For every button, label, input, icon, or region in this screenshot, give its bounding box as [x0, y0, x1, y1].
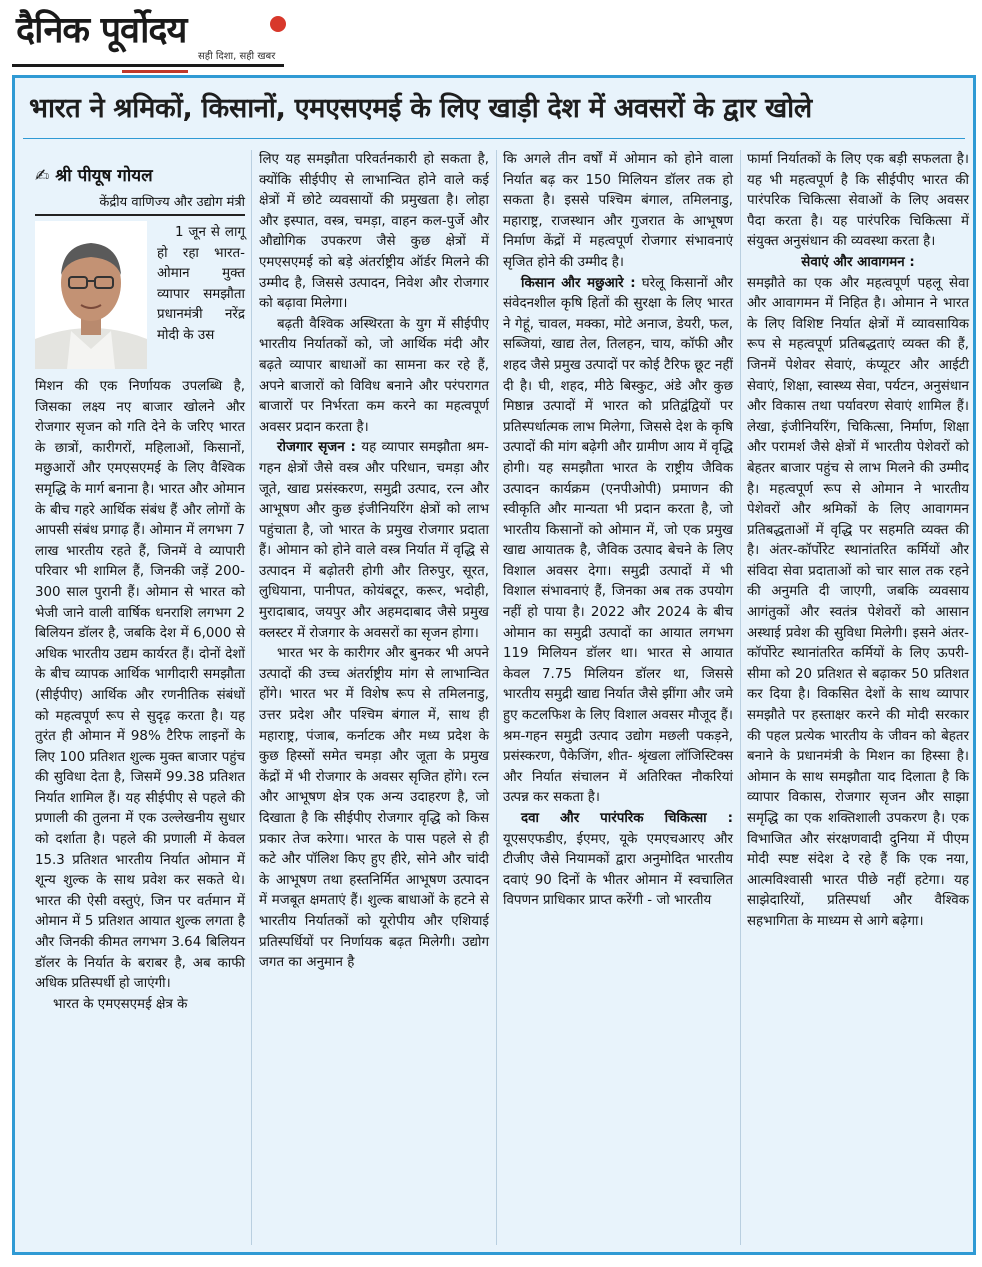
paragraph: यह व्यापार समझौता श्रम-गहन क्षेत्रों जैसे वस्त्र और परिधान, चमड़ा और जूते, खाद्य प्रसंस्करण, समुद्री उत्पाद, रत्न और आभूषण और कुछ इंजीनियरिंग क्षेत्रों को लाभ पहुंचाता है, जो भारत के प्रमुख रोजगार प्रदाता हैं। ओमान को होने वाले वस्त्र निर्यात में वृद्धि से उत्पादन में बढ़ोतरी होगी और तिरुपुर, सूरत, लुधियाना, पानीपत, कोयंबटूर, करूर, भदोही, मुरादाबाद, जयपुर और अहमदाबाद जैसे प्रमुख क्लस्टर में रोजगार के अवसरों का सृजन होगा।	[259, 440, 489, 641]
subheading-medicine: दवा और पारंपरिक चिकित्सा :	[521, 811, 733, 826]
column-divider	[496, 150, 497, 1245]
paragraph: भारत भर के कारीगर और बुनकर भी अपने उत्पादों की उच्च अंतर्राष्ट्रीय मांग से लाभान्वित होंगे। भारत भर में विशेष रूप से तमिलनाडु, उत्तर प्रदेश और पश्चिम बंगाल में, साथ ही महाराष्ट्र, पंजाब, कर्नाटक और मध्य प्रदेश के कुछ हिस्सों समेत चमड़ा और जूता के प्रमुख केंद्रों में भी रोजगार के अवसर सृजित होंगे। रत्न और आभूषण क्षेत्र एक अन्य उदाहरण है, जो दिखाता है कि सीईपीए रोजगार वृद्धि को किस प्रकार तेज करेगा। भारत के पास पहले से ही कटे और पॉलिश किए हुए हीरे, सोने और चांदी के आभूषण तथा हस्तनिर्मित आभूषण उत्पादन में मजबूत क्षमताएं हैं। शुल्क बाधाओं के हटने से भारतीय निर्यातकों को यूरोपीय और एशियाई प्रतिस्पर्धियों पर निर्णायक बढ़त मिलेगी। उद्योग जगत का अनुमान है	[259, 646, 489, 971]
pen-icon: ✍	[35, 166, 50, 186]
masthead-tagline: सही दिशा, सही खबर	[198, 51, 276, 62]
masthead-title: दैनिक पूर्वोदय	[16, 10, 187, 51]
masthead	[12, 4, 284, 70]
paragraph: समझौते का एक और महत्वपूर्ण पहलू सेवा और आवागमन में निहित है। ओमान ने भारत के लिए विशिष्ट निर्यात क्षेत्रों में व्यावसायिक रूप से महत्वपूर्ण प्रतिबद्धताएं व्यक्त की हैं, जिनमें पेशेवर सेवाएं, कंप्यूटर और आईटी सेवाएं, शिक्षा, स्वास्थ्य सेवा, पर्यटन, अनुसंधान और विकास तथा पर्यावरण सेवाएं शामिल हैं। लेखा, इंजीनियरिंग, चिकित्सा, निर्माण, शिक्षा और परामर्श जैसे क्षेत्रों में भारतीय पेशेवरों को बेहतर बाजार पहुंच से लाभ मिलने की उम्मीद है। महत्वपूर्ण रूप से ओमान ने भारतीय पेशेवरों और श्रमिकों के लिए आवागमन प्रतिबद्धताओं में वृद्धि पर सहमति व्यक्त की है। अंतर-कॉर्पोरेट स्थानांतरित कर्मियों और संविदा सेवा प्रदाताओं को चार साल तक रहने की अनुमति दी जाएगी, जबकि व्यवसाय आगंतुकों और स्वतंत्र पेशेवरों को आसान अस्थाई प्रवेश की सुविधा मिलेगी। इसने अंतर-कॉर्पोरेट स्थानांतरित कर्मियों के लिए ऊपरी-सीमा को 20 प्रतिशत से बढ़ाकर 50 प्रतिशत कर दिया है। विकसित देशों के साथ व्यापार समझौते पर हस्ताक्षर करने की मोदी सरकार की पहल प्रत्येक भारतीय के जीवन को बेहतर बनाने के प्रधानमंत्री के मिशन का हिस्सा है। ओमान के साथ समझौता याद दिलाता है कि व्यापार विकास, रोजगार सृजन और साझा समृद्धि का एक शक्तिशाली उपकरण है। एक विभाजित और संरक्षणवादी दुनिया में पीएम मोदी स्पष्ट संदेश दे रहे हैं कि एक नया, आत्मविश्वासी भारत पीछे नहीं हटेगा। यह साझेदारियों, प्रतिस्पर्धा और वैश्विक सहभागिता के माध्यम से आगे बढ़ेगा।	[747, 275, 969, 929]
column-divider	[740, 150, 741, 1245]
paragraph: यूएसएफडीए, ईएमए, यूके एमएचआरए और टीजीए जैसे नियामकों द्वारा अनुमोदित भारतीय दवाएं 90 दिनों के भीतर ओमान में स्वचालित विपणन प्राधिकार प्राप्त करेंगी - जो भारतीय	[503, 831, 733, 909]
subheading-employment: रोजगार सृजन :	[277, 440, 356, 456]
headline-divider	[23, 138, 965, 139]
subheading-services: सेवाएं और आवागमन :	[801, 254, 915, 270]
column-1	[35, 377, 245, 1015]
author-designation: केंद्रीय वाणिज्य और उद्योग मंत्री	[99, 195, 245, 210]
column-3	[503, 150, 733, 912]
article-panel	[12, 75, 976, 1255]
column-1-lead	[157, 223, 245, 347]
paragraph: लिए यह समझौता परिवर्तनकारी हो सकता है, क्योंकि सीईपीए से लाभान्वित होने वाले कई क्षेत्रों में छोटे व्यवसायों की प्रमुखता है। लोहा और इस्पात, वस्त्र, चमड़ा, वाहन कल-पुर्जे और औद्योगिक उपकरण जैसे कुछ क्षेत्रों में एमएसएमई को बड़े अंतर्राष्ट्रीय ऑर्डर मिलने की उम्मीद है, जिससे उत्पादन, निवेश और रोजगार को बढ़ावा मिलेगा।	[259, 152, 489, 312]
byline	[35, 163, 245, 216]
masthead-accent-rule	[122, 70, 188, 73]
paragraph: मिशन की एक निर्णायक उपलब्धि है, जिसका लक्ष्य नए बाजार खोलने और रोजगार सृजन को गति देने के जरिए भारत के छात्रों, कारीगरों, महिलाओं, किसानों, मछुआरों और एमएसएमई के लिए वैश्विक समृद्धि के मार्ग बनाना है। भारत और ओमान के बीच गहरे आर्थिक संबंध हैं और लोगों के आपसी संबंध प्रगाढ़ हैं। ओमान में लगभग 7 लाख भारतीय रहते हैं, जिनमें वे व्यापारी परिवार भी शामिल हैं, जिनकी जड़ें 200-300 साल पुरानी हैं। ओमान से भारत को भेजी जाने वाली वार्षिक धनराशि लगभग 2 बिलियन डॉलर है, जबकि देश में 6,000 से अधिक भारतीय उद्यम कार्यरत हैं। दोनों देशों के बीच व्यापक आर्थिक भागीदारी समझौता (सीईपीए) आर्थिक और रणनीतिक संबंधों को महत्वपूर्ण रूप से सुदृढ़ करता है। यह तुरंत ही ओमान में 98% टैरिफ लाइनों के लिए 100 प्रतिशत शुल्क मुक्त बाजार पहुंच की सुविधा देता है, जिसमें 99.38 प्रतिशत निर्यात शामिल हैं। यह सीईपीए से पहले की प्रणाली की तुलना में एक उल्लेखनीय सुधार को दर्शाता है। पहले की प्रणाली में केवल 15.3 प्रतिशत भारतीय निर्यात ओमान में शून्य शुल्क के साथ प्रवेश कर सकते थे। भारत की ऐसी वस्तुएं, जिन पर वर्तमान में ओमान में 5 प्रतिशत आयात शुल्क लगता है और जिनकी कीमत लगभग 3.64 बिलियन डॉलर के निर्यात के बराबर है, अब काफी अधिक प्रतिस्पर्धी हो जाएंगी।	[35, 379, 245, 992]
subheading-farmers: किसान और मछुआरे :	[521, 275, 636, 291]
article-headline: भारत ने श्रमिकों, किसानों, एमएसएमई के लिए खाड़ी देश में अवसरों के द्वार खोले	[29, 93, 812, 124]
masthead-logo-dot-icon	[270, 16, 286, 32]
lead-paragraph: 1 जून से लागू हो रहा भारत-ओमान मुक्त व्यापार समझौता प्रधानमंत्री नरेंद्र मोदी के उस	[157, 225, 245, 343]
author-portrait-image	[35, 221, 147, 369]
column-2	[259, 150, 489, 974]
column-divider	[251, 150, 252, 1245]
author-photo	[35, 221, 147, 369]
author-name: श्री पीयूष गोयल	[55, 166, 153, 186]
masthead-rule	[12, 64, 284, 67]
paragraph: बढ़ती वैश्विक अस्थिरता के युग में सीईपीए भारतीय निर्यातकों को, जो आर्थिक मंदी और बढ़ते व्यापार बाधाओं का सामना कर रहे हैं, अपने बाजारों को विविध बनाने और परंपरागत बाजारों पर निर्भरता कम करने का महत्वपूर्ण अवसर प्रदान करता है।	[259, 316, 489, 435]
byline-rule	[35, 214, 245, 216]
paragraph: घरेलू किसानों और संवेदनशील कृषि हितों की सुरक्षा के लिए भारत ने गेहूं, चावल, मक्का, मोटे अनाज, डेयरी, फल, सब्जियां, खाद्य तेल, तिलहन, चाय, कॉफी और शहद जैसे प्रमुख उत्पादों पर कोई टैरिफ छूट नहीं दी है। घी, शहद, मीठे बिस्कुट, अंडे और कुछ मिष्ठान्न उत्पादों में भारत को प्रतिद्वंद्वियों पर प्रतिस्पर्धात्मक लाभ मिलेगा, जिससे देश के कृषि उत्पादों की मांग बढ़ेगी और ग्रामीण आय में वृद्धि होगी। यह समझौता भारत के राष्ट्रीय जैविक उत्पादन कार्यक्रम (एनपीओपी) प्रमाणन की स्वीकृति और मान्यता भी प्रदान करता है, जो भारतीय किसानों को ओमान में, जो एक प्रमुख खाद्य आयातक है, जैविक उत्पाद बेचने के लिए विशाल अवसर देगा। समुद्री उत्पादों में भी विशाल संभावनाएं हैं, जिनका अब तक उपयोग नहीं हो पाया है। 2022 और 2024 के बीच ओमान का समुद्री उत्पादों का आयात लगभग 119 मिलियन डॉलर था। भारत से आयात केवल 7.75 मिलियन डॉलर था, जिससे भारतीय समुद्री खाद्य निर्यात जैसे झींगा और जमे हुए कटलफिश के लिए विशाल अवसर मौजूद हैं। श्रम-गहन समुद्री उत्पाद उद्योग मछली पकड़ने, प्रसंस्करण, पैकेजिंग, शीत- श्रृंखला लॉजिस्टिक्स और निर्यात संचालन में अतिरिक्त नौकरियां उत्पन्न कर सकता है।	[503, 275, 733, 806]
byline-author	[35, 163, 245, 186]
paragraph: फार्मा निर्यातकों के लिए एक बड़ी सफलता है। यह भी महत्वपूर्ण है कि सीईपीए भारत की पारंपरिक चिकित्सा सेवाओं के लिए अवसर पैदा करता है। यह पारंपरिक चिकित्सा में संयुक्त अनुसंधान की व्यवस्था करता है।	[747, 152, 969, 250]
column-4	[747, 150, 969, 933]
paragraph: भारत के एमएसएमई क्षेत्र के	[53, 996, 188, 1012]
paragraph: कि अगले तीन वर्षों में ओमान को होने वाला निर्यात बढ़ कर 150 मिलियन डॉलर तक हो सकता है। इससे पश्चिम बंगाल, तमिलनाडु, महाराष्ट्र, राजस्थान और गुजरात के आभूषण निर्माण केंद्रों में महत्वपूर्ण रोजगार संभावनाएं सृजित होने की उम्मीद है।	[503, 152, 733, 270]
